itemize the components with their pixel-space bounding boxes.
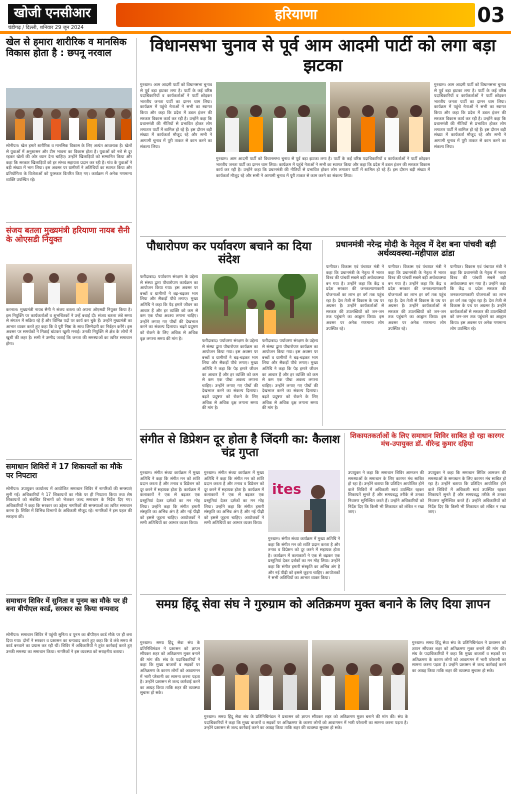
article-body-music-2: गुरुग्राम। संगीत संध्या कार्यक्रम में मुख्य अतिथि ने कहा कि संगीत मन को शांति प्रदान करता है और तनाव व डिप्रेशन को दूर करने में सहायक होता है। कार्यक्रम में कलाकारों ने एक से बढ़कर एक प्रस्तुतियां देकर दर्शकों का मन मोह लिया। उन्होंने कहा कि संगीत हमारी संस्कृति का अभिन्न अंग है और नई पीढ़ी को इससे जुड़ना चाहिए। आयोजकों ने सभी अतिथियों का आभार व्यक्त किया। [204,470,264,526]
masthead-rule [0,31,511,34]
headline-music: संगीत से डिप्रेशन दूर होता है जिंदगी का: कैलाश चंद्र गुप्ता [140,432,340,460]
headline-plantation: पौधारोपण कर पर्यावरण बचाने का दिया संदेश [146,239,312,267]
headline-samadhan-17: समाधान शिविरों में 17 शिकायतों का मौके पर निपटारा [6,462,123,480]
photo-felicitation-people-icon [6,264,132,304]
article-body-main-1: गुरुग्राम। आम आदमी पार्टी को विधानसभा चुनाव से पूर्व बड़ा झटका लगा है। पार्टी के कई वरिष्ठ पदाधिकारियों व कार्यकर्ताओं ने पार्टी छोड़कर भारतीय जनता पार्टी का दामन थाम लिया। कार्यक्रम में पहुंचे नेताओं ने सभी का स्वागत किया और कहा कि प्रदेश में डबल इंजन की सरकार विकास कार्य कर रही है। उन्होंने कहा कि प्रधानमंत्री की नीतियों से प्रभावित होकर लोग लगातार पार्टी में शामिल हो रहे हैं। इस दौरान बड़ी संख्या में कार्यकर्ता मौजूद रहे और सभी ने आगामी चुनाव में पूरी ताकत से काम करने का संकल्प लिया। [140,82,212,149]
article-body-complaints-1: उपायुक्त ने कहा कि समाधान शिविर आमजन की समस्याओं के समाधान के लिए कारगर मंच साबित हो रहा है। उन्होंने बताया कि प्रतिदिन आयोजित होने वाले शिविरों में अधिकारी स्वयं उपस्थित रहकर शिकायतें सुनते हैं और समयबद्ध तरीके से उनका निवारण सुनिश्चित करते हैं। उन्होंने अधिकारियों को निर्देश दिए कि किसी भी शिकायत को लंबित न रखा जाए। [348,470,424,515]
photo-meeting-group-icon [330,82,430,152]
headline-seva-sangh: समग्र हिंदू सेवा संघ ने गुरुग्राम को अतिक्रमण मुक्त बनाने के लिए दिया ज्ञापन [155,597,491,611]
photo-tree-planting-icon [202,274,318,334]
article-body-bpl: सोनीपत। समाधान शिविर में पहुंची सुनिता व पूनम का बीपीएल कार्ड मौके पर ही बना दिया गया। दोनों ने सरकार व प्रशासन का धन्यवाद करते हुए कहा कि वे लंबे समय से कार्ड बनवाने का प्रयास कर रही थीं। शिविर में अधिकारियों ने तुरंत कार्रवाई करते हुए उनकी समस्या का समाधान किया। नागरिकों ने इस व्यवस्था को सराहनीय बताया। [6,632,132,654]
photo-aap-joining [216,82,326,152]
article-body-sports: सोनीपत। खेल हमारे शारीरिक व मानसिक विकास के लिए अत्यंत आवश्यक है। खेलों से युवाओं में अनुशासन और टीम भावना का विकास होता है। युवाओं को नशे से दूर रहकर खेलों की ओर ध्यान देना चाहिए। उन्होंने खिलाड़ियों को सम्मानित किया और कहा कि सरकार खिलाड़ियों को हर संभव सहायता प्रदान कर रही है। गांव के युवाओं ने बड़ी संख्या में भाग लिया। इस अवसर पर ग्रामीणों ने अतिथियों का स्वागत किया और प्रतियोगिता के विजेताओं को पुरस्कार वितरित किए गए। कार्यक्रम में अनेक गणमान्य व्यक्ति उपस्थित रहे। [6,143,132,182]
dateline: चंडीगढ़ / दिल्ली, शनिवार 29 जून 2024 [8,25,84,31]
divider [6,459,132,460]
page-number: 03 [475,3,507,27]
svg-text:ites: ites [272,482,302,498]
column-divider [344,433,345,591]
article-body-economy-3: पानीपत। विकास एवं पंचायत मंत्री ने कहा कि प्रधानमंत्री के नेतृत्व में भारत विश्व की पांचवीं सबसे बड़ी अर्थव्यवस्था बन गया है। उन्होंने कहा कि केंद्र व प्रदेश सरकार की जनकल्याणकारी योजनाओं का लाभ हर वर्ग तक पहुंच रहा है। देश तेजी से विकास के पथ पर अग्रसर है। उन्होंने कार्यकर्ताओं से सरकार की उपलब्धियों को जन-जन तक पहुंचाने का आह्वान किया। इस अवसर पर अनेक गणमान्य लोग उपस्थित रहे। [450,264,506,331]
photo-memorandum-group-icon [204,640,308,710]
article-body-economy-1: पानीपत। विकास एवं पंचायत मंत्री ने कहा कि प्रधानमंत्री के नेतृत्व में भारत विश्व की पांचवीं सबसे बड़ी अर्थव्यवस्था बन गया है। उन्होंने कहा कि केंद्र व प्रदेश सरकार की जनकल्याणकारी योजनाओं का लाभ हर वर्ग तक पहुंच रहा है। देश तेजी से विकास के पथ पर अग्रसर है। उन्होंने कार्यकर्ताओं से सरकार की उपलब्धियों को जन-जन तक पहुंचाने का आह्वान किया। इस अवसर पर अनेक गणमान्य लोग उपस्थित रहे। [326,264,384,331]
article-body-music-1: गुरुग्राम। संगीत संध्या कार्यक्रम में मुख्य अतिथि ने कहा कि संगीत मन को शांति प्रदान करता है और तनाव व डिप्रेशन को दूर करने में सहायक होता है। कार्यक्रम में कलाकारों ने एक से बढ़कर एक प्रस्तुतियां देकर दर्शकों का मन मोह लिया। उन्होंने कहा कि संगीत हमारी संस्कृति का अभिन्न अंग है और नई पीढ़ी को इससे जुड़ना चाहिए। आयोजकों ने सभी अतिथियों का आभार व्यक्त किया। [140,470,200,526]
photo-sangh-memorandum [204,640,308,710]
photo-sports-event [6,88,132,140]
headline-sports: खेल से हमारा शारीरिक व मानसिक विकास होता है : छपनू नरवाल [6,37,127,59]
headline-bpl-card: समाधान शिविर में सुनिता व पूनम का मौके पर ही बना बीपीएल कार्ड, सरकार का किया धन्यवाद [6,597,128,613]
column-divider [136,38,137,794]
column-divider [322,240,323,426]
headline-pm-economy: प्रधानमंत्री नरेन्द्र मोदी के नेतृत्व में देश बना पांचवी बड़ी अर्थव्यवस्था-महीपाल ढांडा [336,239,496,259]
article-body-music-3: गुरुग्राम। संगीत संध्या कार्यक्रम में मुख्य अतिथि ने कहा कि संगीत मन को शांति प्रदान करता है और तनाव व डिप्रेशन को दूर करने में सहायक होता है। कार्यक्रम में कलाकारों ने एक से बढ़कर एक प्रस्तुतियां देकर दर्शकों का मन मोह लिया। उन्होंने कहा कि संगीत हमारी संस्कृति का अभिन्न अंग है और नई पीढ़ी को इससे जुड़ना चाहिए। आयोजकों ने सभी अतिथियों का आभार व्यक्त किया। [268,536,340,581]
photo-sports-people-icon [6,88,132,140]
photo-officials-group-icon [312,640,408,710]
photo-sangh-officials [312,640,408,710]
article-body-sangh-2: गुरुग्राम। समग्र हिंदू सेवा संघ के प्रतिनिधिमंडल ने प्रशासन को ज्ञापन सौंपकर शहर को अतिक्रमण मुक्त बनाने की मांग की। संघ के पदाधिकारियों ने कहा कि मुख्य बाजारों व सड़कों पर अतिक्रमण के कारण लोगों को आवागमन में भारी परेशानी का सामना करना पड़ता है। उन्होंने प्रशासन से जल्द कार्रवाई करने का आग्रह किया ताकि शहर की व्यवस्था सुचारू हो सके। [204,714,408,731]
section-title: हरियाणा [274,7,318,23]
article-body-sangh-3: गुरुग्राम। समग्र हिंदू सेवा संघ के प्रतिनिधिमंडल ने प्रशासन को ज्ञापन सौंपकर शहर को अतिक्रमण मुक्त बनाने की मांग की। संघ के पदाधिकारियों ने कहा कि मुख्य बाजारों व सड़कों पर अतिक्रमण के कारण लोगों को आवागमन में भारी परेशानी का सामना करना पड़ता है। उन्होंने प्रशासन से जल्द कार्रवाई करने का आग्रह किया ताकि शहर की व्यवस्था सुचारू हो सके। [412,640,506,673]
section-banner [116,3,476,27]
newspaper-brand: खोजी एनसीआर [8,4,97,24]
divider [140,429,506,430]
divider [140,594,506,595]
divider [140,236,506,237]
photo-plantation [202,274,318,334]
photo-music-speaker [268,470,340,532]
photo-aap-meeting [330,82,430,152]
headline-main-aap: विधानसभा चुनाव से पूर्व आम आदमी पार्टी को लगा बड़ा झटका [150,36,496,76]
article-body-complaints-2: उपायुक्त ने कहा कि समाधान शिविर आमजन की समस्याओं के समाधान के लिए कारगर मंच साबित हो रहा है। उन्होंने बताया कि प्रतिदिन आयोजित होने वाले शिविरों में अधिकारी स्वयं उपस्थित रहकर शिकायतें सुनते हैं और समयबद्ध तरीके से उनका निवारण सुनिश्चित करते हैं। उन्होंने अधिकारियों को निर्देश दिए कि किसी भी शिकायत को लंबित न रखा जाए। [428,470,506,515]
masthead [0,0,511,34]
headline-complaints-camp: शिकायतकर्ताओं के लिए समाधान शिविर साबित हो रहा कारगर मंच-उपायुक्त डॉ. वीरेन्द्र कुमार दहिया [350,432,504,448]
article-body-economy-2: पानीपत। विकास एवं पंचायत मंत्री ने कहा कि प्रधानमंत्री के नेतृत्व में भारत विश्व की पांचवीं सबसे बड़ी अर्थव्यवस्था बन गया है। उन्होंने कहा कि केंद्र व प्रदेश सरकार की जनकल्याणकारी योजनाओं का लाभ हर वर्ग तक पहुंच रहा है। देश तेजी से विकास के पथ पर अग्रसर है। उन्होंने कार्यकर्ताओं से सरकार की उपलब्धियों को जन-जन तक पहुंचाने का आह्वान किया। इस अवसर पर अनेक गणमान्य लोग उपस्थित रहे। [388,264,446,331]
photo-speaker-podium-icon [268,470,340,532]
article-body-osd: करनाल। मुख्यमंत्री नायब सैनी ने संजय बतला को अपना ओएसडी नियुक्त किया है। इस नियुक्ति पर कार्यकर्ताओं व शुभचिंतकों ने उन्हें बधाई दी। संजय बतला लंबे समय से संगठन में सक्रिय रहे हैं और विभिन्न पदों पर कार्य कर चुके हैं। उन्होंने मुख्यमंत्री का आभार व्यक्त करते हुए कहा कि वे पूरी निष्ठा के साथ जिम्मेदारी का निर्वहन करेंगे। इस अवसर पर समर्थकों ने मिठाई बांटकर खुशी मनाई। उनकी नियुक्ति से क्षेत्र के लोगों में खुशी की लहर है। सभी ने उम्मीद जताई कि जनता की समस्याओं का त्वरित समाधान होगा। [6,307,132,346]
article-body-plantation-2: फरीदाबाद। पर्यावरण संरक्षण के उद्देश्य से संस्था द्वारा पौधारोपण कार्यक्रम का आयोजन किया गया। इस अवसर पर बच्चों व ग्रामीणों ने बढ़-चढ़कर भाग लिया और सैकड़ों पौधे लगाए। मुख्य अतिथि ने कहा कि पेड़ हमारे जीवन का आधार हैं और हर व्यक्ति को कम से कम एक पौधा अवश्य लगाना चाहिए। उन्होंने लगाए गए पौधों की देखभाल करने का संकल्प दिलाया। बढ़ते प्रदूषण को रोकने के लिए अधिक से अधिक वृक्ष लगाना समय की मांग है। [202,338,258,411]
divider [6,594,132,595]
photo-osd-felicitation [6,264,132,304]
article-body-plantation-1: फरीदाबाद। पर्यावरण संरक्षण के उद्देश्य से संस्था द्वारा पौधारोपण कार्यक्रम का आयोजन किया गया। इस अवसर पर बच्चों व ग्रामीणों ने बढ़-चढ़कर भाग लिया और सैकड़ों पौधे लगाए। मुख्य अतिथि ने कहा कि पेड़ हमारे जीवन का आधार हैं और हर व्यक्ति को कम से कम एक पौधा अवश्य लगाना चाहिए। उन्होंने लगाए गए पौधों की देखभाल करने का संकल्प दिलाया। बढ़ते प्रदूषण को रोकने के लिए अधिक से अधिक वृक्ष लगाना समय की मांग है। [140,274,198,341]
photo-joining-group-icon [216,82,326,152]
article-body-main-2: गुरुग्राम। आम आदमी पार्टी को विधानसभा चुनाव से पूर्व बड़ा झटका लगा है। पार्टी के कई वरिष्ठ पदाधिकारियों व कार्यकर्ताओं ने पार्टी छोड़कर भारतीय जनता पार्टी का दामन थाम लिया। कार्यक्रम में पहुंचे नेताओं ने सभी का स्वागत किया और कहा कि प्रदेश में डबल इंजन की सरकार विकास कार्य कर रही है। उन्होंने कहा कि प्रधानमंत्री की नीतियों से प्रभावित होकर लोग लगातार पार्टी में शामिल हो रहे हैं। इस दौरान बड़ी संख्या में कार्यकर्ता मौजूद रहे और सभी ने आगामी चुनाव में पूरी ताकत से काम करने का संकल्प लिया। [434,82,506,149]
divider [6,222,132,223]
article-body-plantation-3: फरीदाबाद। पर्यावरण संरक्षण के उद्देश्य से संस्था द्वारा पौधारोपण कार्यक्रम का आयोजन किया गया। इस अवसर पर बच्चों व ग्रामीणों ने बढ़-चढ़कर भाग लिया और सैकड़ों पौधे लगाए। मुख्य अतिथि ने कहा कि पेड़ हमारे जीवन का आधार हैं और हर व्यक्ति को कम से कम एक पौधा अवश्य लगाना चाहिए। उन्होंने लगाए गए पौधों की देखभाल करने का संकल्प दिलाया। बढ़ते प्रदूषण को रोकने के लिए अधिक से अधिक वृक्ष लगाना समय की मांग है। [262,338,318,411]
article-body-samadhan: सोनीपत। उपायुक्त कार्यालय में आयोजित समाधान शिविर में नागरिकों की समस्याएं सुनी गईं। अधिकारियों ने 17 शिकायतों का मौके पर ही निपटारा किया तथा शेष शिकायतों को संबंधित विभागों को भेजकर जल्द समाधान के निर्देश दिए गए। अधिकारियों ने कहा कि सरकार का उद्देश्य नागरिकों की समस्याओं का त्वरित समाधान करना है। शिविर में विभिन्न विभागों के अधिकारी मौजूद रहे। नागरिकों ने इस पहल की सराहना की। [6,486,132,519]
article-body-main-3: गुरुग्राम। आम आदमी पार्टी को विधानसभा चुनाव से पूर्व बड़ा झटका लगा है। पार्टी के कई वरिष्ठ पदाधिकारियों व कार्यकर्ताओं ने पार्टी छोड़कर भारतीय जनता पार्टी का दामन थाम लिया। कार्यक्रम में पहुंचे नेताओं ने सभी का स्वागत किया और कहा कि प्रदेश में डबल इंजन की सरकार विकास कार्य कर रही है। उन्होंने कहा कि प्रधानमंत्री की नीतियों से प्रभावित होकर लोग लगातार पार्टी में शामिल हो रहे हैं। इस दौरान बड़ी संख्या में कार्यकर्ता मौजूद रहे और सभी ने आगामी चुनाव में पूरी ताकत से काम करने का संकल्प लिया। [216,156,430,178]
headline-osd-appointment: संजय बतला मुख्यमंत्री हरियाणा नायब सैनी के ओएसडी नियुक्त [6,226,130,245]
article-body-sangh-1: गुरुग्राम। समग्र हिंदू सेवा संघ के प्रतिनिधिमंडल ने प्रशासन को ज्ञापन सौंपकर शहर को अतिक्रमण मुक्त बनाने की मांग की। संघ के पदाधिकारियों ने कहा कि मुख्य बाजारों व सड़कों पर अतिक्रमण के कारण लोगों को आवागमन में भारी परेशानी का सामना करना पड़ता है। उन्होंने प्रशासन से जल्द कार्रवाई करने का आग्रह किया ताकि शहर की व्यवस्था सुचारू हो सके। [140,640,200,696]
